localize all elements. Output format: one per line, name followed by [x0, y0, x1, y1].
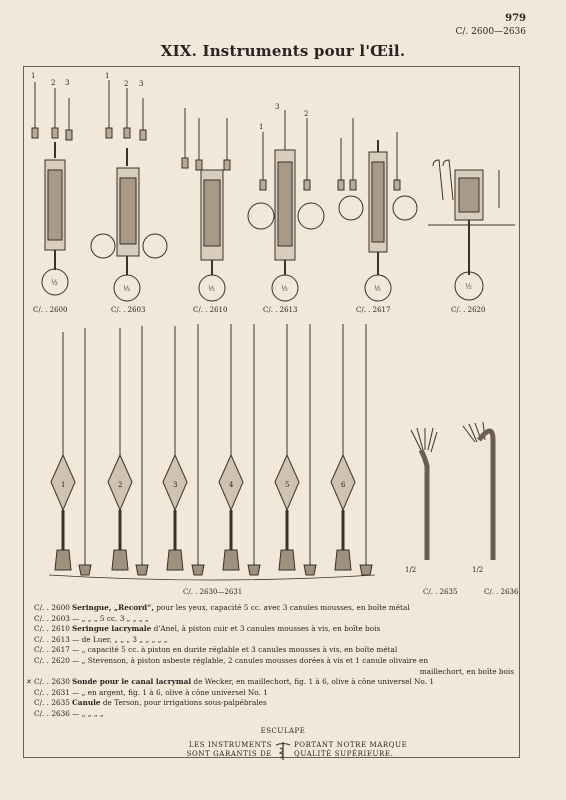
list-item: [28, 656, 514, 667]
item-range: C/. 2600—2636: [455, 27, 526, 37]
list-item: [28, 614, 514, 625]
probe-3: [163, 324, 204, 575]
scale-label: ⅓: [123, 285, 130, 293]
item-code: C/. . 2610: [34, 624, 70, 634]
probe-2: [108, 326, 148, 575]
probe-number: 4: [229, 481, 234, 489]
item-desc: — „ capacité 5 cc. à piston en durite réglable et 3 canules mousses à vis, en boîte métal: [72, 645, 398, 655]
probe-6: [331, 324, 372, 575]
item-desc: — de Luer, „ „ „ 3 „ „ „ „ „: [72, 634, 168, 644]
item-code: C/. . 2617: [34, 645, 70, 655]
scale-label: ½: [374, 285, 381, 293]
item-desc: pour les yeux, capacité 5 cc. avec 3 canules mousses, en boîte métal: [153, 603, 410, 612]
caption-2603: C/. . 2603: [111, 306, 146, 314]
list-item: [28, 635, 514, 646]
guarantee-footer: [0, 741, 566, 764]
item-code: C/. . 2613: [34, 634, 70, 644]
fig-number-2: 2: [51, 79, 56, 87]
caption-2630: C/. . 2630—2631: [183, 588, 243, 596]
fig-number-3: 3: [65, 79, 70, 87]
item-code: C/. . 2635: [34, 698, 70, 708]
item-code: C/. . 2620: [34, 655, 70, 665]
list-item: [28, 603, 514, 614]
list-item: [28, 645, 514, 656]
caption-2636: C/. . 2636: [484, 588, 519, 596]
item-code: C/. . 2600: [34, 603, 70, 612]
caption-2617: C/. . 2617: [356, 306, 391, 314]
probe-number: 6: [341, 481, 346, 489]
ratio-label: 1/2: [405, 566, 417, 574]
probe-5: [275, 324, 316, 575]
list-item-continued: [28, 667, 514, 678]
cannula-2635: [411, 428, 437, 560]
item-list: [28, 603, 514, 720]
fig-number-2: 2: [304, 110, 309, 118]
item-name: Canule: [72, 698, 101, 708]
item-name: Seringue, „Record“,: [72, 603, 154, 612]
item-desc: — „ „ „ 5 cc. 3 „ „ „ „: [72, 613, 149, 623]
item-name: Seringue lacrymale: [72, 624, 152, 634]
fig-number-2: 2: [124, 80, 129, 88]
scale-label: ½: [281, 285, 288, 293]
list-item: [28, 709, 514, 720]
probe-4: [219, 324, 260, 575]
syringe-2603: [91, 80, 167, 301]
probe-1: [51, 328, 91, 575]
probe-number: 5: [285, 481, 290, 489]
item-code: C/. . 2630: [34, 677, 70, 687]
syringe-2620: [428, 160, 515, 300]
syringe-2613: [248, 110, 324, 301]
list-item: [28, 688, 514, 699]
page-number: 979: [505, 13, 526, 24]
syringe-2617: [338, 118, 417, 301]
probe-number: 3: [173, 481, 178, 489]
item-desc: de Wecker, en maillechort, fig. 1 à 6, olive à cône universel No. 1: [191, 677, 434, 687]
list-item: [28, 624, 514, 635]
footer-right-1: PORTANT NOTRE MARQUE: [294, 741, 408, 749]
scale-label: ½: [51, 279, 58, 287]
caduceus-emblem-icon: [272, 741, 294, 764]
item-desc: — „ en argent, fig. 1 à 6, olive à cône universel No. 1: [72, 687, 268, 697]
scale-label: ½: [465, 283, 472, 291]
brand-name: ESCULAPE: [260, 727, 306, 735]
page-title: XIX. Instruments pour l'Œil.: [160, 42, 406, 60]
item-desc: — „ „ „ „: [72, 708, 104, 718]
item-code: C/. . 2631: [34, 687, 70, 697]
item-name: Sonde pour le canal lacrymal: [72, 677, 192, 687]
item-desc: — „ Stevenson, à piston asbeste réglable, 2 canules mousses dorées à vis et 1 canule olivaire en: [72, 655, 429, 665]
caption-2635: C/. . 2635: [423, 588, 458, 596]
instrument-illustration: [23, 70, 518, 590]
caption-2600: C/. . 2600: [33, 306, 68, 314]
footer-left-1: LES INSTRUMENTS: [188, 741, 272, 749]
ratio-label: 1/2: [472, 566, 484, 574]
syringe-2610: [182, 108, 230, 301]
scale-label: ½: [208, 285, 215, 293]
footer-right-2: QUALITÉ SUPÉRIEURE.: [294, 750, 394, 758]
footer-left-2: SONT GARANTIS DE: [186, 750, 272, 758]
caption-2620: C/. . 2620: [451, 306, 486, 314]
fig-number-3: 3: [275, 103, 280, 111]
probe-set-2630: [49, 324, 375, 580]
cannula-2636: [463, 422, 493, 560]
fig-number-3: 3: [139, 80, 144, 88]
probe-number: 2: [118, 481, 123, 489]
caption-2610: C/. . 2610: [193, 306, 228, 314]
item-code: C/. . 2636: [34, 708, 70, 718]
item-code: C/. . 2603: [34, 613, 70, 623]
syringe-2600: [32, 82, 72, 295]
fig-number-1: 1: [105, 72, 110, 80]
list-item: [28, 698, 514, 709]
probe-number: 1: [61, 481, 66, 489]
item-desc: maillechort, en boîte bois: [419, 666, 514, 676]
fig-number-1: 1: [259, 123, 264, 131]
caption-2613: C/. . 2613: [263, 306, 298, 314]
fig-number-1: 1: [31, 72, 36, 80]
item-desc: de Terson, pour irrigations sous-palpébrales: [100, 698, 267, 708]
list-item: ✕ C/. . 2630 Sonde pour le canal lacrymal de Wecker, en maillechort, fig. 1 à 6, olive à cône universel No. 1: [26, 677, 434, 687]
item-desc: d'Anel, à piston cuir et 3 canules mousses à vis, en boîte bois: [151, 624, 381, 634]
